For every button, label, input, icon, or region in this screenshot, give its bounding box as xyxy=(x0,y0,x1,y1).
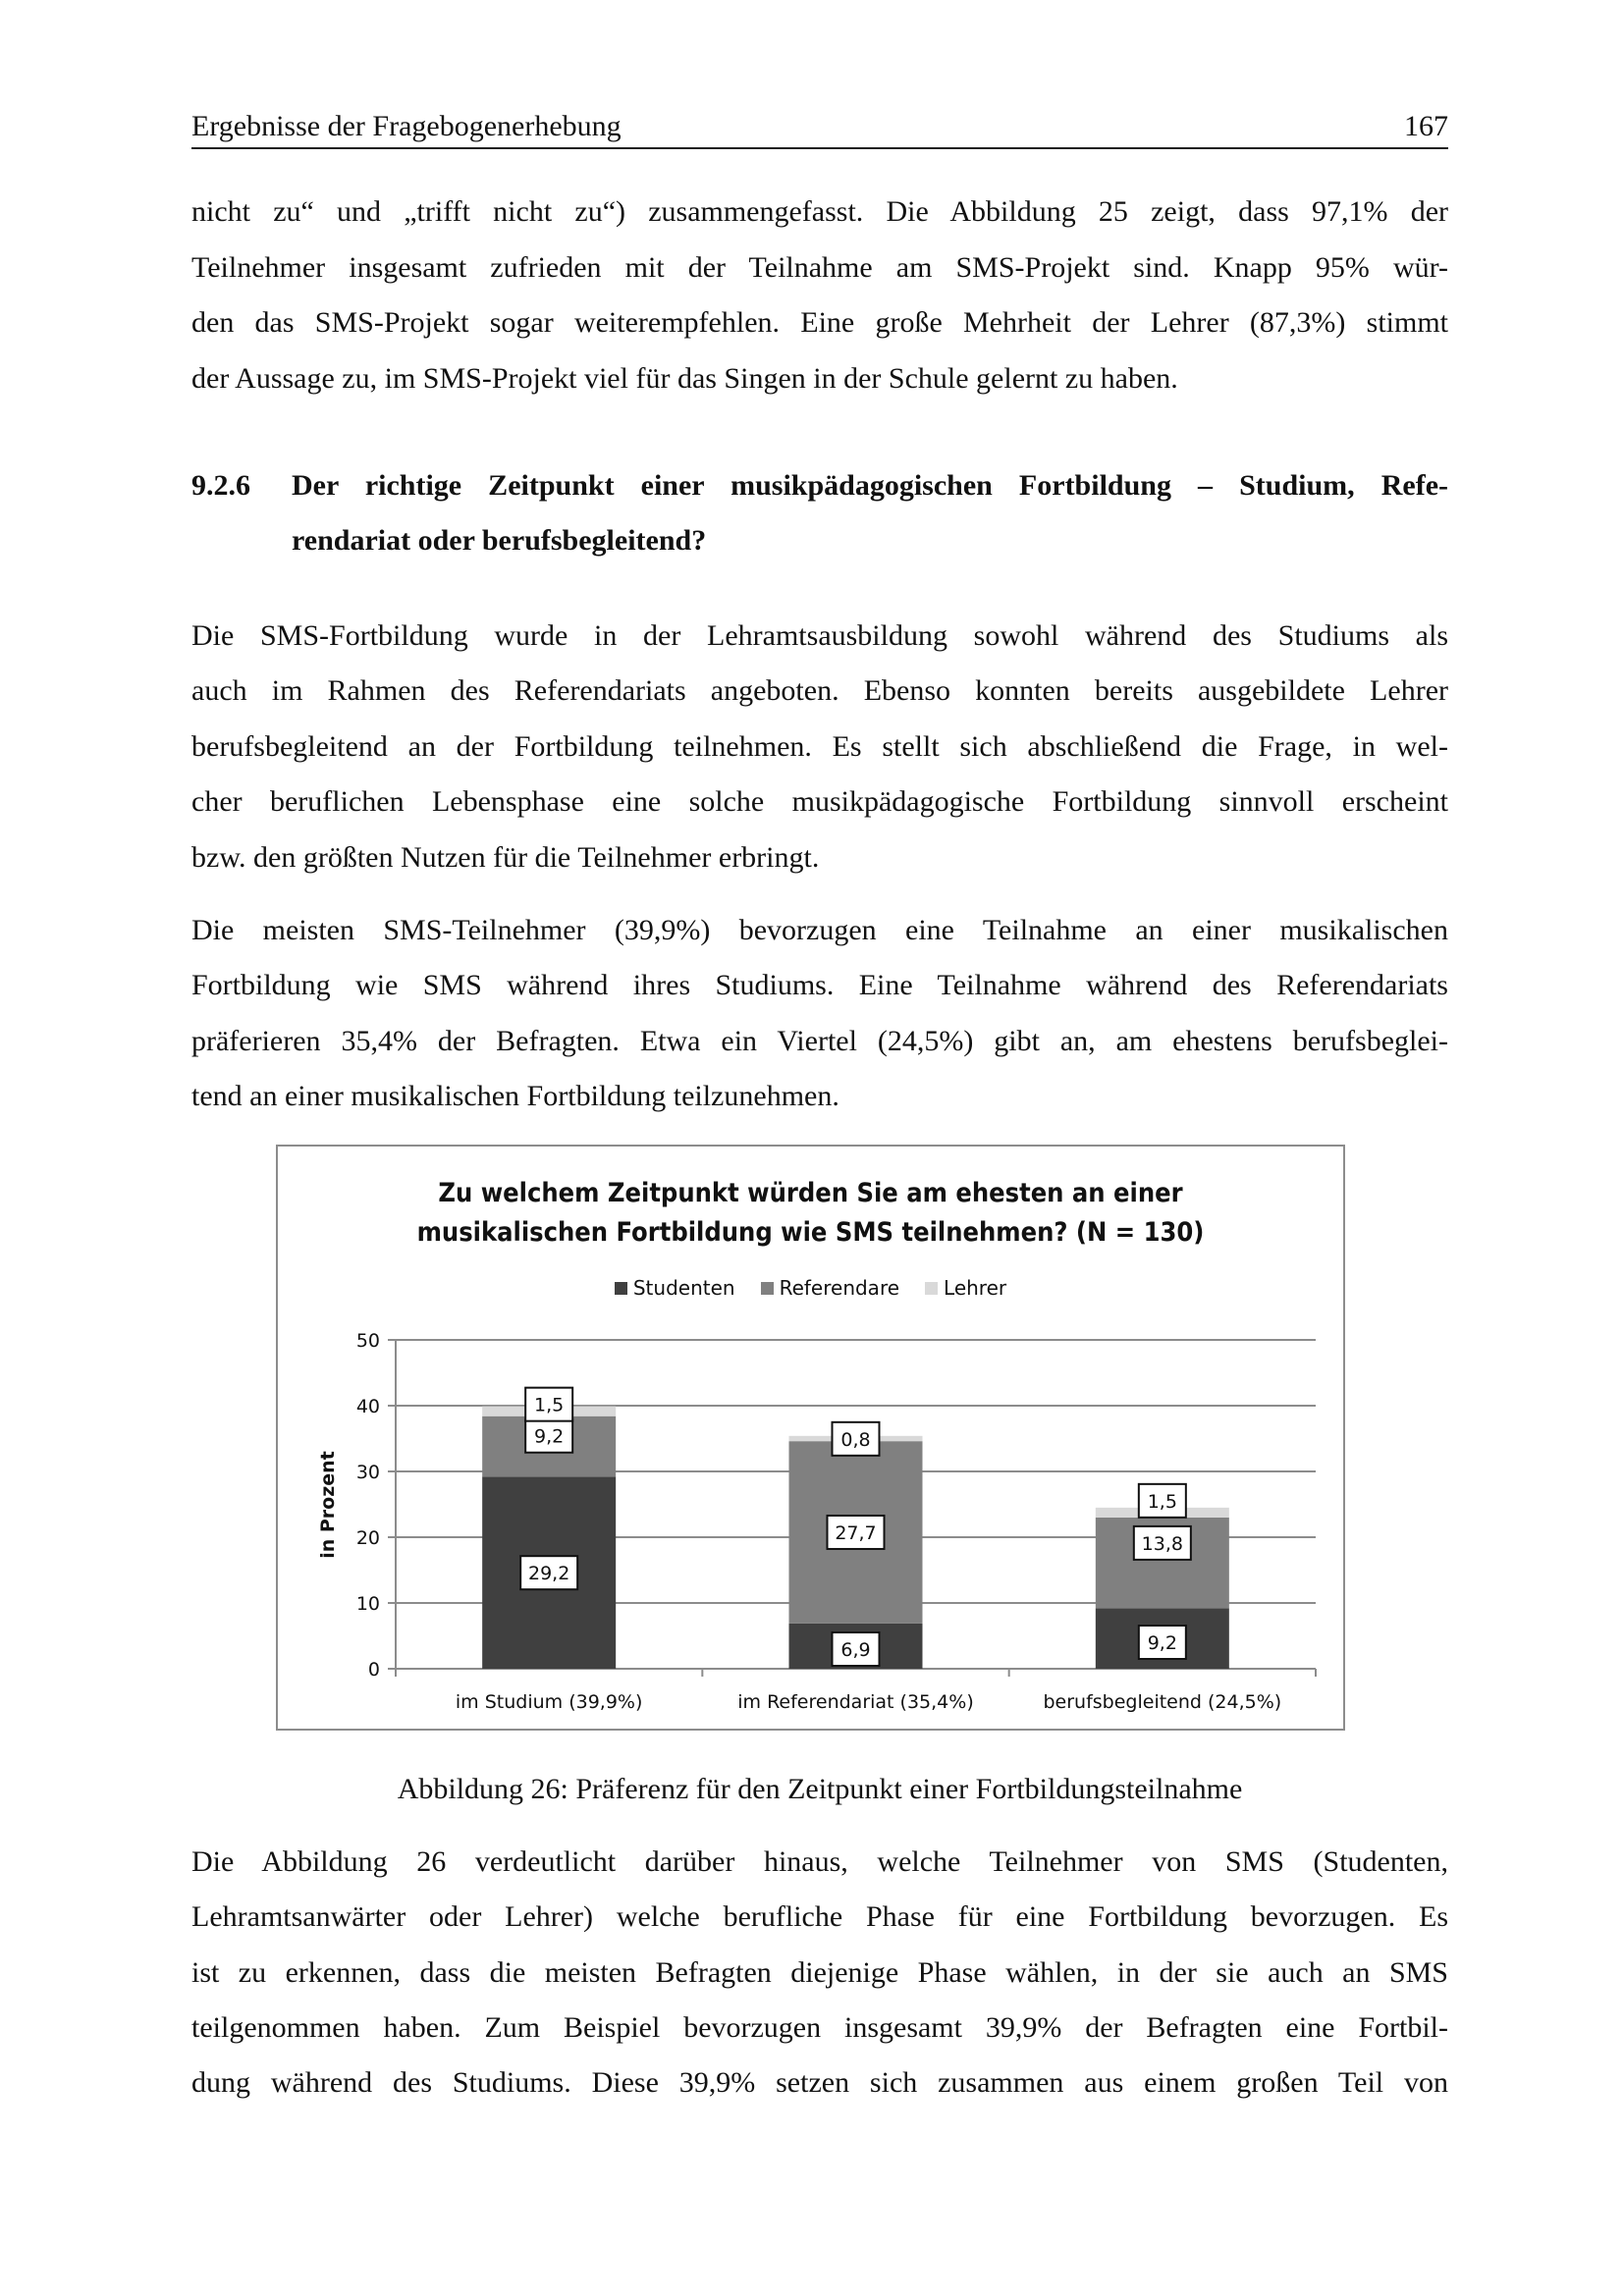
y-tick-label: 50 xyxy=(355,1330,380,1352)
running-header-title: Ergebnisse der Fragebogenerhebung xyxy=(191,110,622,142)
y-tick-label: 30 xyxy=(355,1462,380,1483)
text-line: berufsbegleitend an der Fortbildung teilnehmen. Es stellt sich abschließend die Frage, in wel- xyxy=(191,730,1448,763)
data-label: 9,2 xyxy=(1147,1632,1177,1654)
data-label: 0,8 xyxy=(840,1428,871,1451)
x-category-label: im Studium (39,9%) xyxy=(455,1691,643,1713)
section-title-line-1: Der richtige Zeitpunkt einer musikpädagogischen Fortbildung – Studium, Refe- xyxy=(292,469,1448,502)
text-line: bzw. den größten Nutzen für die Teilnehmer erbringt. xyxy=(191,841,820,874)
y-tick-label: 10 xyxy=(355,1593,380,1615)
legend-label: Studenten xyxy=(632,1276,735,1300)
y-axis-label: in Prozent xyxy=(317,1451,339,1559)
x-category-label: im Referendariat (35,4%) xyxy=(737,1691,974,1713)
data-label: 6,9 xyxy=(840,1639,871,1661)
legend-label: Lehrer xyxy=(944,1276,1007,1300)
chart-title-line-1: Zu welchem Zeitpunkt würden Sie am ehesten an einer xyxy=(438,1178,1183,1208)
text-line: Fortbildung wie SMS während ihres Studiums. Eine Teilnahme während des Referendariats xyxy=(191,969,1448,1001)
text-line: auch im Rahmen des Referendariats angeboten. Ebenso konnten bereits ausgebildete Lehrer xyxy=(191,674,1448,707)
text-line: teilgenommen haben. Zum Beispiel bevorzugen insgesamt 39,9% der Befragten eine Fortbil- xyxy=(191,2011,1448,2044)
stacked-bar-chart xyxy=(276,1145,1345,1731)
data-label: 27,7 xyxy=(835,1522,877,1544)
header-rule xyxy=(191,147,1448,149)
data-label: 1,5 xyxy=(1147,1490,1177,1513)
text-line: Die SMS-Fortbildung wurde in der Lehramtsausbildung sowohl während des Studiums als xyxy=(191,619,1448,652)
text-line: den das SMS-Projekt sogar weiterempfehlen. Eine große Mehrheit der Lehrer (87,3%) stimmt xyxy=(191,306,1448,339)
page-number: 167 xyxy=(1404,110,1448,142)
text-line: tend an einer musikalischen Fortbildung teilzunehmen. xyxy=(191,1080,839,1112)
data-label: 29,2 xyxy=(528,1563,570,1585)
data-label: 13,8 xyxy=(1141,1532,1183,1555)
legend-label: Referendare xyxy=(779,1276,900,1300)
y-tick-label: 40 xyxy=(355,1396,380,1417)
chart-title-line-2: musikalischen Fortbildung wie SMS teilnehmen? (N = 130) xyxy=(416,1217,1205,1248)
section-number: 9.2.6 xyxy=(191,469,250,502)
text-line: cher beruflichen Lebensphase eine solche musikpädagogische Fortbildung sinnvoll erscheint xyxy=(191,785,1448,818)
text-line: nicht zu“ und „trifft nicht zu“) zusammengefasst. Die Abbildung 25 zeigt, dass 97,1% der xyxy=(191,195,1448,228)
text-line: Teilnehmer insgesamt zufrieden mit der Teilnahme am SMS-Projekt sind. Knapp 95% wür- xyxy=(191,251,1448,284)
data-label: 1,5 xyxy=(534,1394,565,1416)
text-line: Lehramtsanwärter oder Lehrer) welche berufliche Phase für eine Fortbildung bevorzugen. Es xyxy=(191,1900,1448,1933)
y-tick-label: 20 xyxy=(355,1527,380,1549)
section-title-line-2: rendariat oder berufsbegleitend? xyxy=(292,524,707,557)
x-category-label: berufsbegleitend (24,5%) xyxy=(1043,1691,1282,1713)
text-line: der Aussage zu, im SMS-Projekt viel für das Singen in der Schule gelernt zu haben. xyxy=(191,362,1178,395)
text-line: Die Abbildung 26 verdeutlicht darüber hinaus, welche Teilnehmer von SMS (Studenten, xyxy=(191,1845,1448,1878)
data-label: 9,2 xyxy=(534,1425,565,1448)
text-line: ist zu erkennen, dass die meisten Befragten diejenige Phase wählen, in der sie auch an SMS xyxy=(191,1956,1448,1989)
text-line: dung während des Studiums. Diese 39,9% setzen sich zusammen aus einem großen Teil von xyxy=(191,2066,1448,2099)
y-tick-label: 0 xyxy=(367,1659,380,1681)
chart-plot-area xyxy=(276,1145,1345,1731)
figure-caption: Abbildung 26: Präferenz für den Zeitpunkt einer Fortbildungsteilnahme xyxy=(397,1773,1243,1805)
text-line: Die meisten SMS-Teilnehmer (39,9%) bevorzugen eine Teilnahme an einer musikalischen xyxy=(191,914,1448,946)
text-line: präferieren 35,4% der Befragten. Etwa ein Viertel (24,5%) gibt an, am ehestens berufsbeglei- xyxy=(191,1025,1448,1057)
